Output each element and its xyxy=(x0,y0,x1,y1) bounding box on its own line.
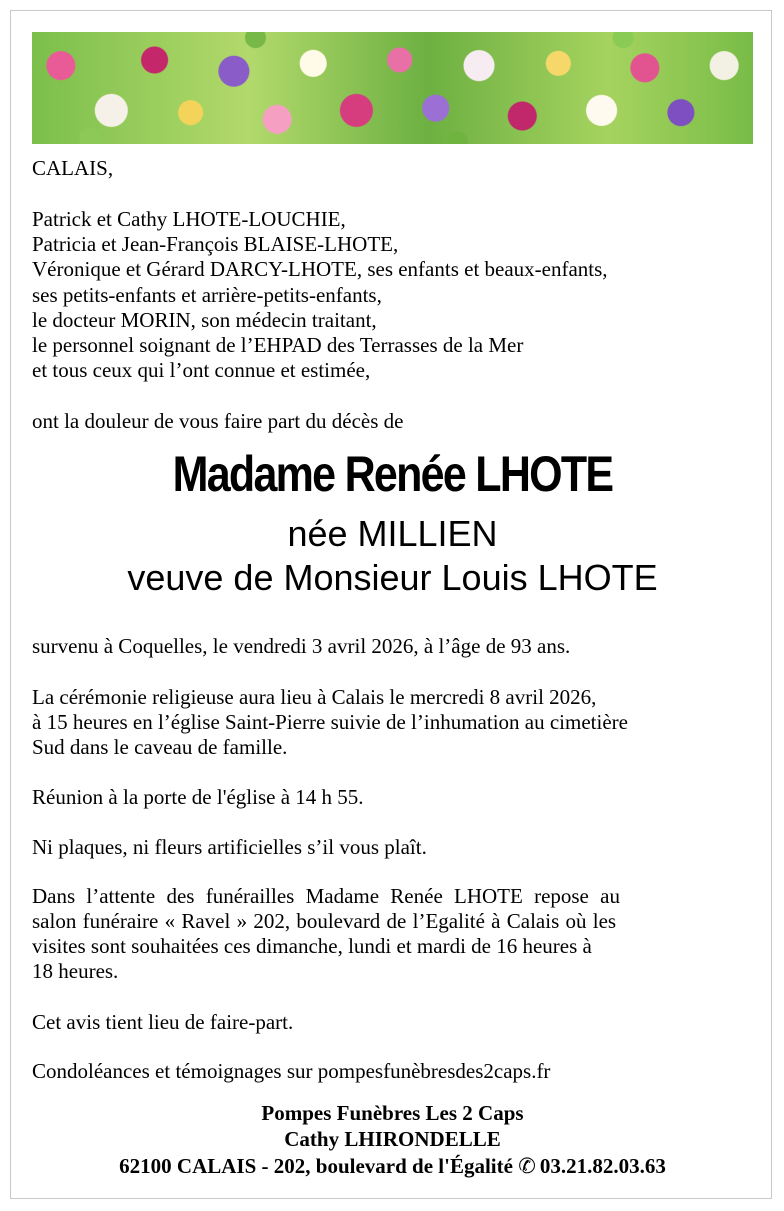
family-line: ses petits-enfants et arrière-petits-enfants, xyxy=(32,283,382,307)
family-line: Véronique et Gérard DARCY-LHOTE, ses enfants et beaux-enfants, xyxy=(32,257,608,281)
repose-line: salon funéraire « Ravel » 202, boulevard de l’Egalité à Calais où les xyxy=(32,909,617,933)
ceremony-line: à 15 heures en l’église Saint-Pierre suivie de l’inhumation au cimetière xyxy=(32,710,628,734)
phone-icon: ✆ xyxy=(518,1154,536,1178)
meeting-info: Réunion à la porte de l'église à 14 h 55. xyxy=(32,785,364,809)
repose-line: 18 heures. xyxy=(32,959,119,983)
death-details: survenu à Coquelles, le vendredi 3 avril 2026, à l’âge de 93 ans. xyxy=(32,634,571,658)
flower-banner-image xyxy=(32,32,753,144)
repose-line: visites sont souhaitées ces dimanche, lundi et mardi de 16 heures à xyxy=(32,934,592,958)
funeral-home-manager: Cathy LHIRONDELLE xyxy=(284,1127,501,1151)
widow-of: veuve de Monsieur Louis LHOTE xyxy=(127,557,658,598)
phone-number: 03.21.82.03.63 xyxy=(539,1154,666,1178)
deceased-name: Madame Renée LHOTE xyxy=(172,446,613,502)
funeral-home-address: 62100 CALAIS - 202, boulevard de l'Égalité xyxy=(119,1154,513,1178)
announcement: ont la douleur de vous faire part du décès de xyxy=(32,409,404,433)
repose-line: Dans l’attente des funérailles Madame Renée LHOTE repose au xyxy=(32,884,620,908)
flowers-note: Ni plaques, ni fleurs artificielles s’il vous plaît. xyxy=(32,835,427,859)
ceremony-line: La cérémonie religieuse aura lieu à Calais le mercredi 8 avril 2026, xyxy=(32,685,597,709)
family-line: le personnel soignant de l’EHPAD des Terrasses de la Mer xyxy=(32,333,524,357)
family-line: Patricia et Jean-François BLAISE-LHOTE, xyxy=(32,232,399,256)
funeral-home-contact xyxy=(32,1154,753,1178)
ceremony-line: Sud dans le caveau de famille. xyxy=(32,735,288,759)
place: CALAIS, xyxy=(32,156,114,180)
family-line: Patrick et Cathy LHOTE-LOUCHIE, xyxy=(32,207,346,231)
notice-statement: Cet avis tient lieu de faire-part. xyxy=(32,1010,294,1034)
maiden-name: née MILLIEN xyxy=(287,513,498,554)
condolences-line: Condoléances et témoignages sur pompesfunèbresdes2caps.fr xyxy=(32,1059,551,1083)
funeral-home-name: Pompes Funèbres Les 2 Caps xyxy=(261,1101,524,1125)
family-line: le docteur MORIN, son médecin traitant, xyxy=(32,308,377,332)
family-line: et tous ceux qui l’ont connue et estimée, xyxy=(32,358,371,382)
